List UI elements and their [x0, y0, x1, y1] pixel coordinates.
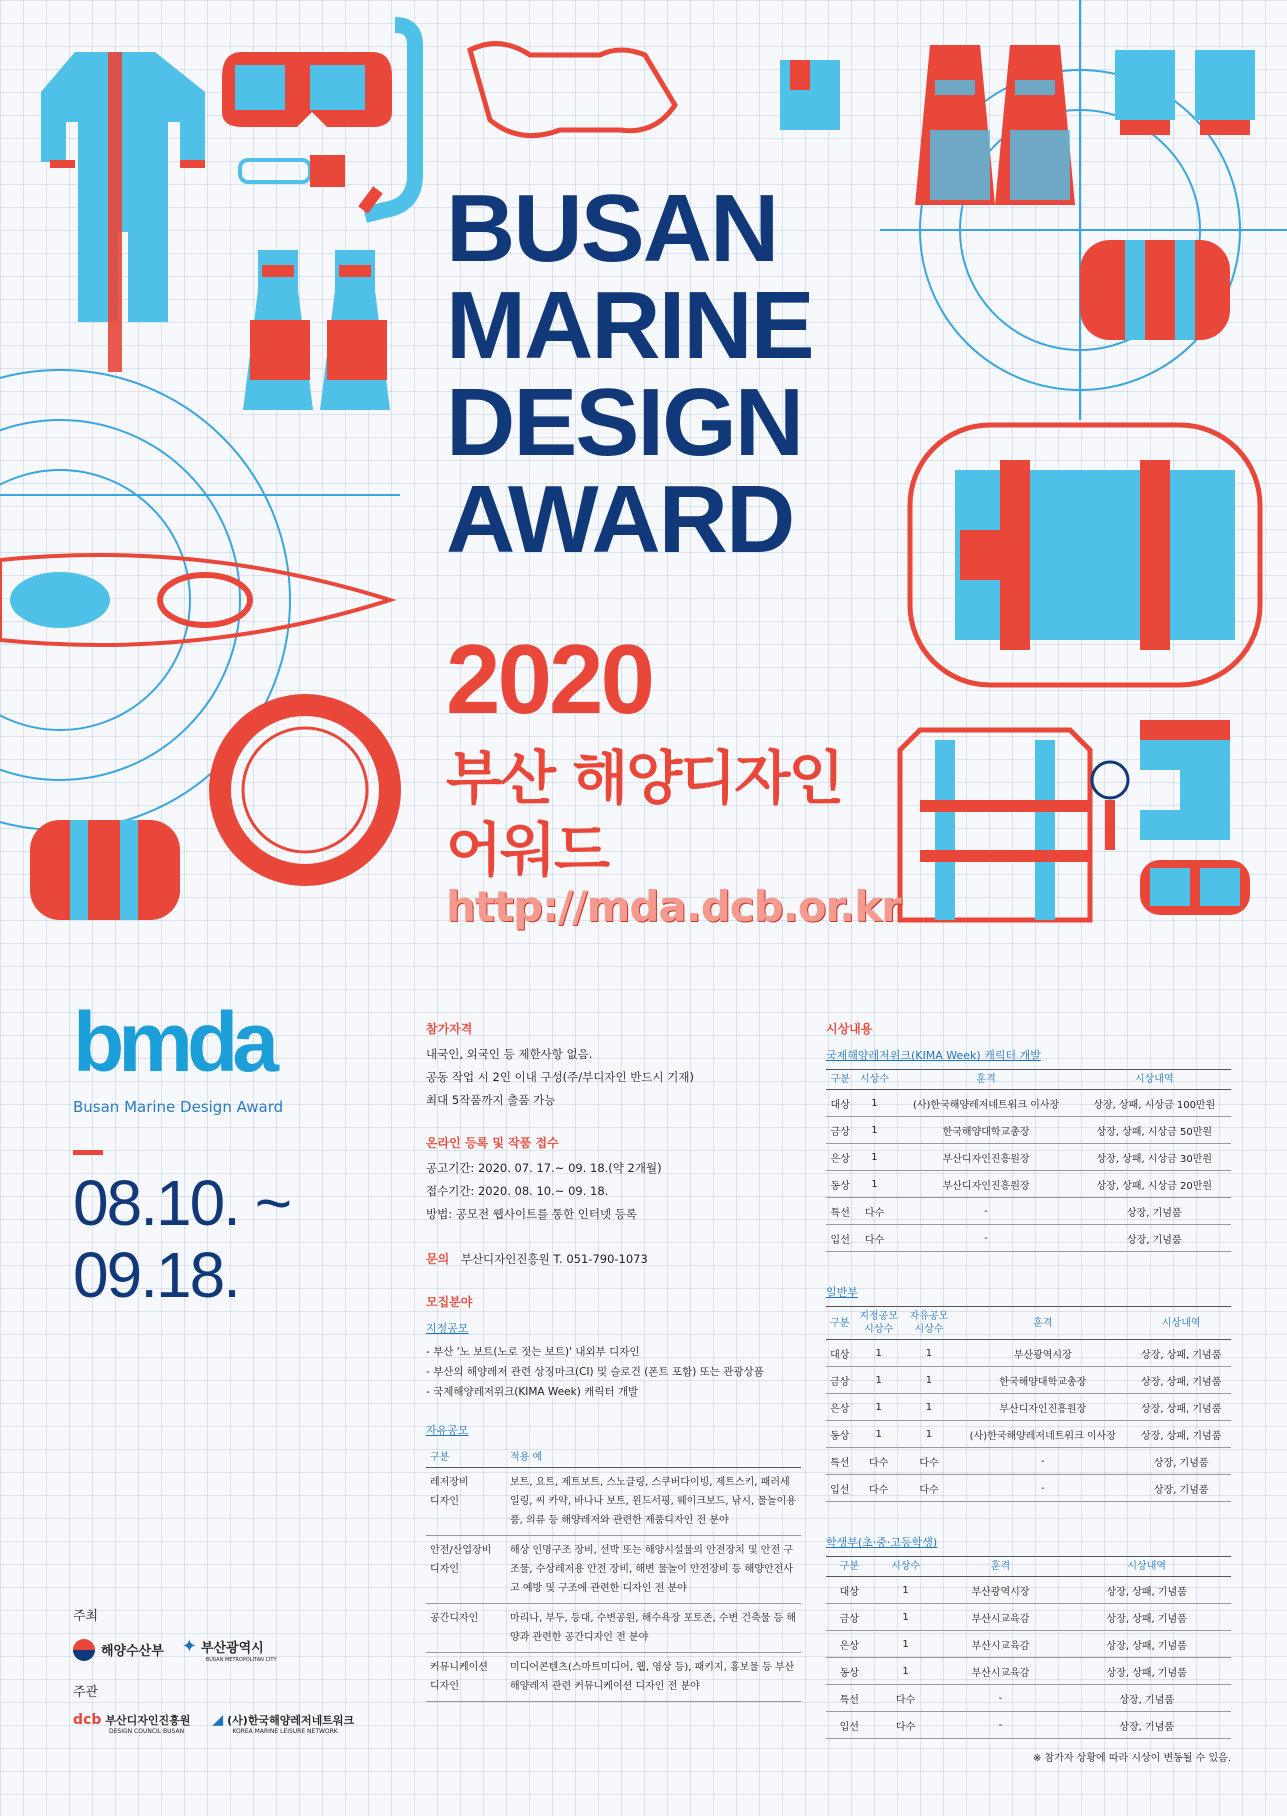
award-cell: 부산디자인진흥원장 [954, 1394, 1131, 1421]
manage-kmln-sub: KOREA MARINE LEISURE NETWORK [232, 1728, 338, 1735]
award-col-header: 지정공모 시상수 [854, 1307, 904, 1340]
kima-awards-table [826, 1069, 1231, 1252]
award-cell: 다수 [854, 1448, 904, 1475]
gloves-icon [1115, 50, 1255, 135]
award-cell: 다수 [854, 1198, 894, 1225]
event-title-en [446, 175, 866, 573]
award-cell: 1 [873, 1577, 939, 1604]
award-cell: 상장, 기념품 [1078, 1225, 1231, 1252]
award-cell: 상장, 상패, 기념품 [1131, 1421, 1231, 1448]
award-cell: 1 [904, 1394, 954, 1421]
award-cell: 동상 [826, 1658, 873, 1685]
kmln-logo-icon: ◢ [212, 1712, 224, 1728]
award-cell: 대상 [826, 1090, 854, 1117]
manage-dcb-name: 부산디자인진흥원 [105, 1714, 191, 1727]
student-awards-table [826, 1556, 1231, 1739]
table-row [826, 1171, 1231, 1198]
award-cell: 다수 [904, 1448, 954, 1475]
award-cell: 금상 [826, 1367, 854, 1394]
life-ring-icon [220, 705, 390, 875]
manage-dcb-sub: DESIGN COUNCIL BUSAN [109, 1728, 185, 1735]
event-year: 2020 [446, 624, 653, 734]
award-cell: 1 [854, 1421, 904, 1448]
award-cell: 1 [904, 1367, 954, 1394]
award-cell: - [939, 1712, 1063, 1739]
award-cell: 1 [904, 1421, 954, 1448]
award-cell: 입선 [826, 1225, 854, 1252]
award-cell: 상장, 기념품 [1078, 1198, 1231, 1225]
award-col-header: 시상수 [854, 1070, 894, 1090]
award-cell: 대상 [826, 1577, 873, 1604]
free-example: 해상 인명구조 장비, 선박 또는 해양시설물의 안전장치 및 안전 구조물, 수상레저용 안전 장비, 해변 물놀이 안전장비 등 해양안전사고 예방 및 구조에 관련한 디자인 전 분야 [506, 1536, 801, 1604]
award-cell: 특선 [826, 1685, 873, 1712]
award-cell: 상장, 상패, 기념품 [1062, 1631, 1231, 1658]
award-col-header: 구분 [826, 1307, 854, 1340]
award-cell: 1 [854, 1171, 894, 1198]
title-line-3: DESIGN [446, 369, 803, 476]
award-cell: 은상 [826, 1144, 854, 1171]
table-row [826, 1448, 1231, 1475]
table-row [826, 1225, 1231, 1252]
award-col-header: 시상수 [873, 1557, 939, 1577]
award-cell: (사)한국해양레저네트워크 이사장 [954, 1421, 1131, 1448]
contact [426, 1248, 806, 1271]
kima-heading: 국제해양레저위크(KIMA Week) 캐릭터 개발 [826, 1049, 1041, 1062]
general-awards-table [826, 1306, 1231, 1502]
award-cell: 다수 [904, 1475, 954, 1502]
designated-heading: 지정공모 [426, 1322, 469, 1335]
award-cell: 다수 [873, 1712, 939, 1739]
info-column [426, 1020, 806, 1702]
award-col-header: 시상내역 [1078, 1070, 1231, 1090]
award-cell: 1 [873, 1631, 939, 1658]
busan-logo-icon: ✦ [181, 1636, 197, 1657]
registration-heading: 온라인 등록 및 작품 접수 [426, 1136, 559, 1150]
award-cell: 한국해양대학교총장 [895, 1117, 1078, 1144]
award-cell: 부산시교육감 [939, 1631, 1063, 1658]
table-row [826, 1577, 1231, 1604]
wetsuit-icon [41, 52, 205, 372]
table-row [426, 1536, 801, 1604]
general-heading: 일반부 [826, 1286, 858, 1299]
award-cell: 상장, 기념품 [1062, 1712, 1231, 1739]
award-cell: 부산시교육감 [939, 1658, 1063, 1685]
free-category: 커뮤니케이션 디자인 [426, 1653, 506, 1702]
registration-line-1: 공고기간: 2020. 07. 17.~ 09. 18.(약 2개월) [426, 1161, 662, 1175]
student-heading: 학생부(초·중·고등학생) [826, 1536, 938, 1549]
free-col-example: 적용 예 [506, 1444, 801, 1468]
manage-dcb [73, 1712, 190, 1735]
table-row [826, 1090, 1231, 1117]
table-row [826, 1340, 1231, 1367]
award-cell: 다수 [854, 1475, 904, 1502]
diving-mask-small-icon [1140, 860, 1250, 915]
title-line-2: MARINE [446, 272, 813, 379]
award-col-header: 훈격 [954, 1307, 1131, 1340]
award-cell: 상장, 상패, 기념품 [1131, 1340, 1231, 1367]
award-cell: 1 [904, 1340, 954, 1367]
awards-note: ※ 참가자 상황에 따라 시상이 변동될 수 있음. [1032, 1753, 1231, 1764]
award-col-header: 구분 [826, 1557, 873, 1577]
award-cell: 상장, 상패, 시상금 50만원 [1078, 1117, 1231, 1144]
air-tank-left-icon [30, 820, 180, 920]
award-cell: 상장, 상패, 시상금 100만원 [1078, 1090, 1231, 1117]
diving-mask-icon [222, 52, 392, 127]
award-cell: 특선 [826, 1448, 854, 1475]
table-row [426, 1653, 801, 1702]
fields-heading: 모집분야 [426, 1295, 473, 1309]
table-row [826, 1198, 1231, 1225]
award-cell: 부산디자인진흥원장 [895, 1144, 1078, 1171]
award-cell: 1 [854, 1367, 904, 1394]
host-busan-name: 부산광역시 [200, 1641, 264, 1656]
rubber-boat-icon [910, 425, 1260, 685]
award-cell: - [954, 1475, 1131, 1502]
event-title-ko [446, 742, 842, 886]
table-row [826, 1631, 1231, 1658]
award-cell: 상장, 상패, 기념품 [1062, 1604, 1231, 1631]
award-cell: 동상 [826, 1421, 854, 1448]
award-cell: 1 [854, 1394, 904, 1421]
bmda-logo-subtitle: Busan Marine Design Award [73, 1098, 284, 1116]
accent-bar [73, 1150, 103, 1155]
title-line-1: BUSAN [446, 175, 778, 282]
award-cell: 상장, 상패, 기념품 [1131, 1367, 1231, 1394]
manage-label: 주관 [73, 1685, 99, 1700]
award-cell: 상장, 기념품 [1131, 1475, 1231, 1502]
registration-line-3: 방법: 공모전 웹사이트를 통한 인터넷 등록 [426, 1207, 638, 1221]
host-mof-name: 해양수산부 [101, 1644, 164, 1659]
award-cell: 금상 [826, 1117, 854, 1144]
award-cell: 1 [873, 1658, 939, 1685]
table-row [826, 1144, 1231, 1171]
award-cell: 한국해양대학교총장 [954, 1367, 1131, 1394]
title-line-4: AWARD [446, 466, 794, 573]
award-cell: 은상 [826, 1394, 854, 1421]
award-cell: 입선 [826, 1475, 854, 1502]
designated-item-3: - 국제해양레저위크(KIMA Week) 캐릭터 개발 [426, 1386, 639, 1398]
award-cell: 상장, 기념품 [1131, 1448, 1231, 1475]
award-cell: - [939, 1685, 1063, 1712]
table-row [826, 1421, 1231, 1448]
host-label: 주최 [73, 1609, 99, 1624]
torch-icon [240, 155, 345, 187]
bmda-logo: bmda [73, 995, 274, 1089]
award-cell: 1 [873, 1604, 939, 1631]
contact-label: 문의 [426, 1252, 450, 1266]
free-category: 공간디자인 [426, 1604, 506, 1653]
award-cell: 1 [854, 1090, 894, 1117]
table-row [826, 1658, 1231, 1685]
award-cell: 다수 [873, 1685, 939, 1712]
manage-kmln [212, 1712, 354, 1735]
event-url[interactable]: http://mda.dcb.or.kr [446, 882, 901, 931]
organizers [73, 1605, 403, 1735]
award-cell: 1 [854, 1144, 894, 1171]
free-category: 레저장비 디자인 [426, 1468, 506, 1536]
registration-line-2: 접수기간: 2020. 08. 10.~ 09. 18. [426, 1184, 609, 1198]
award-cell: 금상 [826, 1604, 873, 1631]
free-category: 안전/산업장비 디자인 [426, 1536, 506, 1604]
korea-emblem-icon [73, 1639, 95, 1661]
fins-icon [243, 250, 390, 410]
award-col-header: 훈격 [895, 1070, 1078, 1090]
table-row [826, 1604, 1231, 1631]
lifevest-outline-icon [470, 44, 675, 136]
date-start: 08.10. ~ [73, 1167, 291, 1239]
award-col-header: 시상내역 [1062, 1557, 1231, 1577]
award-cell: (사)한국해양레저네트워크 이사장 [895, 1090, 1078, 1117]
life-jacket-icon [900, 730, 1090, 920]
free-heading: 자유공모 [426, 1424, 469, 1437]
awards-column [826, 1020, 1231, 1764]
pressure-gauge-icon [1092, 762, 1128, 850]
award-cell: 1 [854, 1340, 904, 1367]
award-col-header: 훈격 [939, 1557, 1063, 1577]
host-mof [73, 1639, 164, 1661]
award-col-header: 구분 [826, 1070, 854, 1090]
award-cell: 대상 [826, 1340, 854, 1367]
award-cell: 부산광역시장 [939, 1577, 1063, 1604]
manage-kmln-name: (사)한국해양레저네트워크 [227, 1714, 355, 1727]
contact-text: 부산디자인진흥원 T. 051-790-1073 [460, 1252, 648, 1266]
designated-item-2: - 부산의 해양레저 관련 상징마크(CI) 및 슬로건 (폰트 포함) 또는 관광상품 [426, 1366, 764, 1378]
host-busan-sub: BUSAN METROPOLITAN CITY [205, 1657, 277, 1663]
awards-heading: 시상내용 [826, 1022, 873, 1036]
table-row [426, 1604, 801, 1653]
free-example: 마리나, 부두, 등대, 수변공원, 해수욕장 포토존, 수변 건축물 등 해양과 관련한 공간디자인 전 분야 [506, 1604, 801, 1653]
table-row [826, 1117, 1231, 1144]
free-example: 미디어콘텐츠(스마트미디어, 웹, 영상 등), 패키지, 홍보물 등 부산 해양레저 관련 커뮤니케이션 디자인 전 분야 [506, 1653, 801, 1702]
award-cell: 상장, 상패, 기념품 [1131, 1394, 1231, 1421]
table-row [426, 1468, 801, 1536]
eligibility-heading: 참가자격 [426, 1022, 473, 1036]
award-cell: 은상 [826, 1631, 873, 1658]
award-cell: 1 [854, 1117, 894, 1144]
fins-right-icon [915, 45, 1075, 205]
free-example: 보트, 요트, 제트보트, 스노클링, 스쿠버다이빙, 제트스키, 패러세일링, 씨 카약, 바나나 보트, 윈드서핑, 웨이크보드, 낚시, 물놀이용품, 의류 등 해양레저와 관련한 제품디자인 전 분야 [506, 1468, 801, 1536]
award-cell: - [895, 1225, 1078, 1252]
free-fields-table [426, 1444, 801, 1702]
title-ko-line-2: 어워드 [446, 816, 609, 884]
table-row [826, 1685, 1231, 1712]
award-cell: 상장, 기념품 [1062, 1685, 1231, 1712]
date-end: 09.18. [73, 1239, 239, 1311]
dcb-logo-icon: dcb [73, 1712, 102, 1728]
award-cell: 상장, 상패, 시상금 20만원 [1078, 1171, 1231, 1198]
table-row [826, 1712, 1231, 1739]
table-row [826, 1394, 1231, 1421]
free-col-category: 구분 [426, 1444, 506, 1468]
award-cell: 동상 [826, 1171, 854, 1198]
award-cell: 부산시교육감 [939, 1604, 1063, 1631]
eligibility-line-2: 공동 작업 시 2인 이내 구성(주/부디자인 반드시 기재) [426, 1070, 694, 1084]
award-cell: 부산디자인진흥원장 [895, 1171, 1078, 1198]
eligibility-line-3: 최대 5작품까지 출품 가능 [426, 1093, 556, 1107]
award-cell: 입선 [826, 1712, 873, 1739]
award-cell: 상장, 상패, 시상금 30만원 [1078, 1144, 1231, 1171]
designated-item-1: - 부산 '노 보트(노로 젓는 보트)' 내외부 디자인 [426, 1346, 640, 1358]
award-cell: 상장, 상패, 기념품 [1062, 1658, 1231, 1685]
award-cell: - [895, 1198, 1078, 1225]
award-cell: 부산광역시장 [954, 1340, 1131, 1367]
host-busan [182, 1636, 277, 1663]
award-cell: - [954, 1448, 1131, 1475]
table-row [826, 1367, 1231, 1394]
title-ko-line-1: 부산 해양디자인 [446, 744, 843, 812]
award-cell: 상장, 상패, 기념품 [1062, 1577, 1231, 1604]
award-cell: 다수 [854, 1225, 894, 1252]
award-col-header: 시상내역 [1131, 1307, 1231, 1340]
air-tank-icon [1080, 240, 1230, 340]
eligibility-line-1: 내국인, 외국인 등 제한사항 없음. [426, 1047, 593, 1061]
award-col-header: 자유공모 시상수 [904, 1307, 954, 1340]
award-cell: 특선 [826, 1198, 854, 1225]
table-row [826, 1475, 1231, 1502]
boot-icon [1140, 720, 1230, 840]
